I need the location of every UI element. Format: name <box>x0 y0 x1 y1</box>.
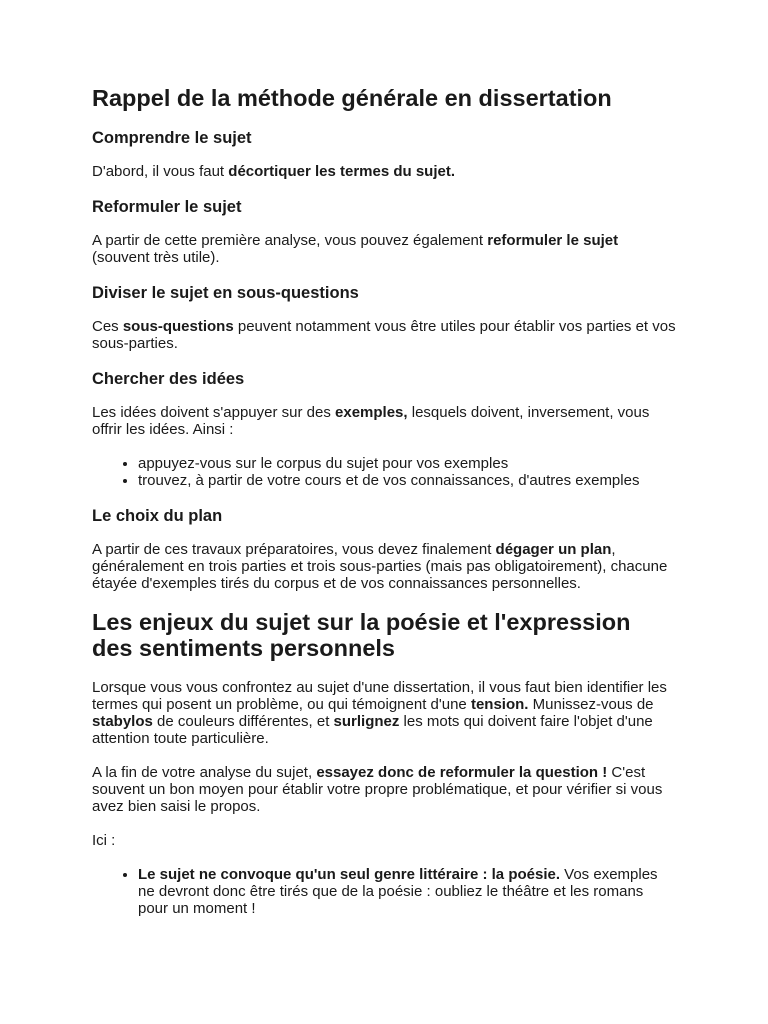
section-paragraph <box>92 404 676 438</box>
enjeux-paragraph-3: Ici : <box>92 832 116 849</box>
list-item: • appuyez-vous sur le corpus du sujet pour vos exemples <box>138 455 676 472</box>
text-run: lesquels doivent, inversement, vous offrir les idées. Ainsi : <box>92 404 650 438</box>
enjeux-paragraph-1 <box>92 679 676 747</box>
bullet-list <box>92 455 676 489</box>
bold-text: sous-questions <box>122 318 234 335</box>
text-run: de couleurs différentes, et <box>152 713 334 730</box>
text-run: D'abord, il vous faut <box>92 163 229 180</box>
bold-text: décortiquer les termes du sujet. <box>228 163 456 180</box>
bold-text: stabylos <box>92 713 153 730</box>
section-reformuler <box>92 197 676 266</box>
text-run: peuvent notamment vous être utiles pour établir vos parties et vos sous-parties. <box>92 318 676 352</box>
bold-text: Le sujet ne convoque qu'un seul genre littéraire : la poésie. <box>138 866 560 883</box>
enjeux-bullet-list <box>92 866 676 917</box>
text-run: (souvent très utile). <box>92 249 220 266</box>
bold-text: dégager un plan <box>495 541 612 558</box>
section-heading: Chercher des idées <box>92 370 245 388</box>
section-paragraph <box>92 318 676 352</box>
text-run: les mots qui doivent faire l'objet d'une attention toute particulière. <box>92 713 653 747</box>
section-heading: Le choix du plan <box>92 507 223 525</box>
bold-text: reformuler le sujet <box>487 232 619 249</box>
enjeux-paragraph-2 <box>92 764 676 815</box>
section-plan <box>92 506 676 592</box>
section-comprendre <box>92 128 676 180</box>
page-title: Rappel de la méthode générale en dissertation <box>92 85 612 111</box>
text-run: Munissez-vous de <box>528 696 654 713</box>
bold-text: tension. <box>470 696 529 713</box>
bold-text: essayez donc de reformuler la question ! <box>316 764 608 781</box>
text-run: A la fin de votre analyse du sujet, <box>92 764 317 781</box>
list-item: • trouvez, à partir de votre cours et de vos connaissances, d'autres exemples <box>138 472 676 489</box>
text-run: Ces <box>92 318 123 335</box>
bold-text: surlignez <box>333 713 400 730</box>
list-item <box>138 866 676 917</box>
text-run: Vos exemples ne devront donc être tirés que de la poésie : oubliez le théâtre et les romans pour un moment ! <box>138 866 658 917</box>
text-run: C'est souvent un bon moyen pour établir votre propre problématique, et pour vérifier si vous avez bien saisi le propos. <box>92 764 663 815</box>
section-heading: Reformuler le sujet <box>92 198 242 216</box>
text-run: A partir de cette première analyse, vous pouvez également <box>92 232 488 249</box>
section-paragraph <box>92 232 676 266</box>
text-run: Lorsque vous vous confrontez au sujet d'une dissertation, il vous faut bien identifier les termes qui posent un problème, ou qui témoignent d'une <box>92 679 667 713</box>
section-chercher <box>92 369 676 489</box>
section-paragraph <box>92 163 676 180</box>
text-run: A partir de ces travaux préparatoires, vous devez finalement <box>92 541 496 558</box>
bold-text: exemples, <box>335 404 408 421</box>
text-run: Les idées doivent s'appuyer sur des <box>92 404 336 421</box>
section-heading: Comprendre le sujet <box>92 129 252 147</box>
section-title-enjeux: Les enjeux du sujet sur la poésie et l'expression des sentiments personnels <box>92 609 631 661</box>
text-run: , généralement en trois parties et trois sous-parties (mais pas obligatoirement), chacune étayée d'exemples tirés du corpus et de vos connaissances personnelles. <box>92 541 668 592</box>
section-diviser <box>92 283 676 352</box>
section-heading: Diviser le sujet en sous-questions <box>92 284 359 302</box>
section-paragraph <box>92 541 676 592</box>
